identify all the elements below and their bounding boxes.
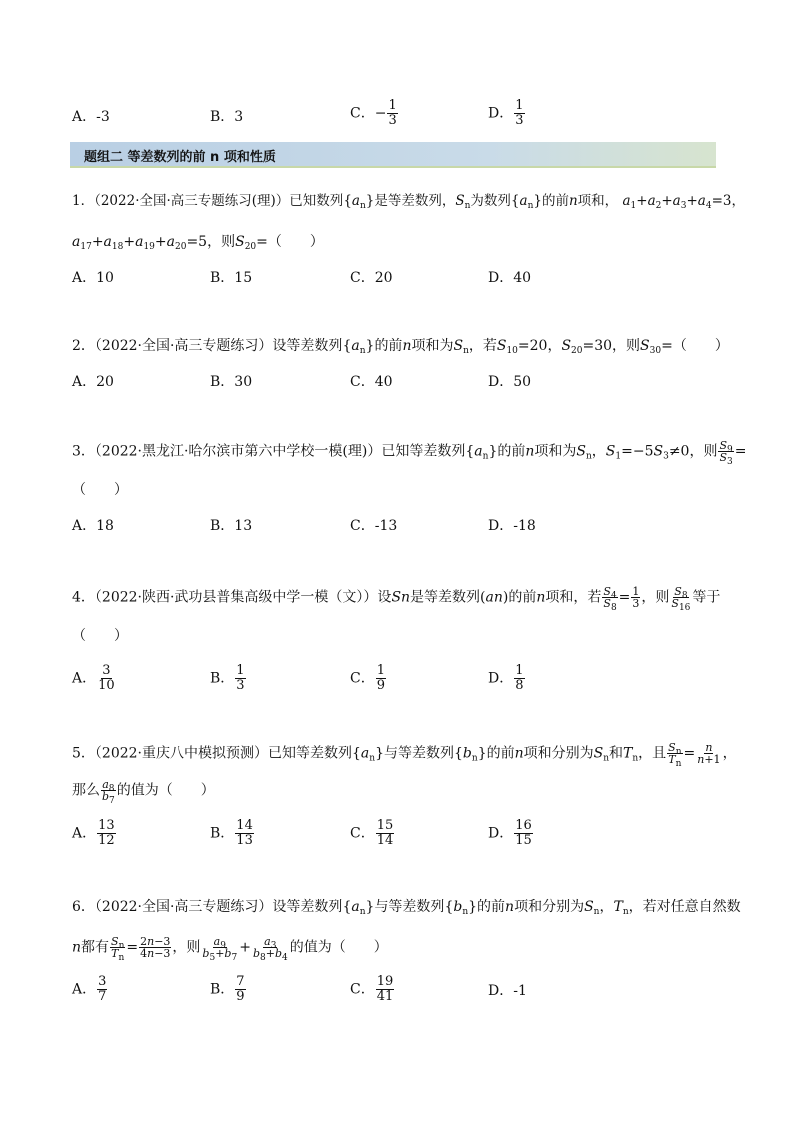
q4-option-a: A． $\frac{3}{10}$ bbox=[72, 663, 115, 693]
q5-option-d: D． $\frac{16}{15}$ bbox=[488, 818, 532, 848]
q1-option-c: C．20 bbox=[350, 270, 393, 286]
question-1-line-2: $a_{17}+a_{18}+a_{19}+a_{20}=5$，则$S_{20}=$（ ） bbox=[72, 234, 324, 252]
q6-option-c: C． $\frac{19}{41}$ bbox=[350, 974, 394, 1004]
question-6-line-1: 6．（2022·全国·高三专题练习）设等差数列$\{a_n\}$与等差数列$\{b_n\}$的前n项和分别为$S_n$，$T_n$，若对任意自然数 bbox=[72, 899, 741, 917]
question-6-line-2: n都有 $\frac{S_n}{T_n}$ = $\frac{2n-3}{4n-3}$ ，则 $\frac{a_9}{b_5+b_7}$ + $\frac{a_3}{b_8+b_4}$ 的值为（ ） bbox=[72, 935, 388, 963]
q2-option-c: C．40 bbox=[350, 374, 393, 390]
top-option-d: D． $\frac{1}{3}$ bbox=[488, 98, 524, 128]
q3-option-c: C．-13 bbox=[350, 518, 398, 534]
q1-option-d: D．40 bbox=[488, 270, 532, 286]
q3-option-d: D．-18 bbox=[488, 518, 536, 534]
q3-option-b: B．13 bbox=[210, 518, 253, 534]
q4-option-d: D． $\frac{1}{8}$ bbox=[488, 663, 524, 693]
q2-option-b: B．30 bbox=[210, 374, 253, 390]
section-header bbox=[70, 142, 716, 168]
question-5-line-1: 5．（2022·重庆八中模拟预测）已知等差数列$\{a_n\}$与等差数列$\{b_n\}$的前n项和分别为$S_n$和$T_n$，且 $\frac{S_n}{T_n}$ = $\frac{n}{n+1}$ ， bbox=[72, 741, 737, 769]
question-4-line-2: （ ） bbox=[72, 628, 128, 644]
section-title: 题组二 等差数列的前 n 项和性质 bbox=[84, 150, 276, 165]
top-option-b: B．3 bbox=[210, 109, 244, 125]
question-2-line-1: 2．（2022·全国·高三专题练习）设等差数列$\{a_n\}$的前n项和为$S_n$，若$S_{10}=20$，$S_{20}=30$，则$S_{30}=$（ ） bbox=[72, 338, 729, 356]
q6-option-b: B． $\frac{7}{9}$ bbox=[210, 974, 245, 1004]
q1-option-a: A．10 bbox=[72, 270, 114, 286]
q3-option-a: A．18 bbox=[72, 518, 114, 534]
q2-option-d: D．50 bbox=[488, 374, 532, 390]
question-5-line-2: 那么 $\frac{a_8}{b_7}$ 的值为（ ） bbox=[72, 778, 215, 806]
q1-option-b: B．15 bbox=[210, 270, 253, 286]
top-option-c: C．− $\frac{1}{3}$ bbox=[350, 98, 397, 128]
top-option-a: A．-3 bbox=[72, 109, 110, 125]
q6-option-a: A． $\frac{3}{7}$ bbox=[72, 974, 107, 1004]
question-3-line-1: 3．（2022·黑龙江·哈尔滨市第六中学校一模(理)）已知等差数列$\{a_n\}$的前n项和为$S_n$，$S_1=-5S_3\ne 0$，则 $\frac{S_9}{S_3}$ = bbox=[72, 439, 747, 467]
q6-option-d: D．-1 bbox=[488, 983, 527, 999]
q5-option-c: C． $\frac{15}{14}$ bbox=[350, 818, 394, 848]
q5-option-b: B． $\frac{14}{13}$ bbox=[210, 818, 253, 848]
q5-option-a: A． $\frac{13}{12}$ bbox=[72, 818, 115, 848]
question-4-line-1: 4．（2022·陕西·武功县普集高级中学一模（文））设Sn是等差数列(an)的前n项和，若 $\frac{S_4}{S_8}$ = $\frac{1}{3}$ ，则 $\frac{S_8}{S_{16}}$ 等于 bbox=[72, 585, 721, 613]
question-3-line-2: （ ） bbox=[72, 482, 128, 498]
q2-option-a: A．20 bbox=[72, 374, 114, 390]
q4-option-b: B． $\frac{1}{3}$ bbox=[210, 663, 245, 693]
q4-option-c: C． $\frac{1}{9}$ bbox=[350, 663, 385, 693]
question-1-line-1: 1．（2022·全国·高三专题练习(理)）已知数列$\{a_n\}$是等差数列，$S_n$为数列$\{a_n\}$的前n项和， $a_1+a_2+a_3+a_4=3$， bbox=[72, 193, 745, 211]
